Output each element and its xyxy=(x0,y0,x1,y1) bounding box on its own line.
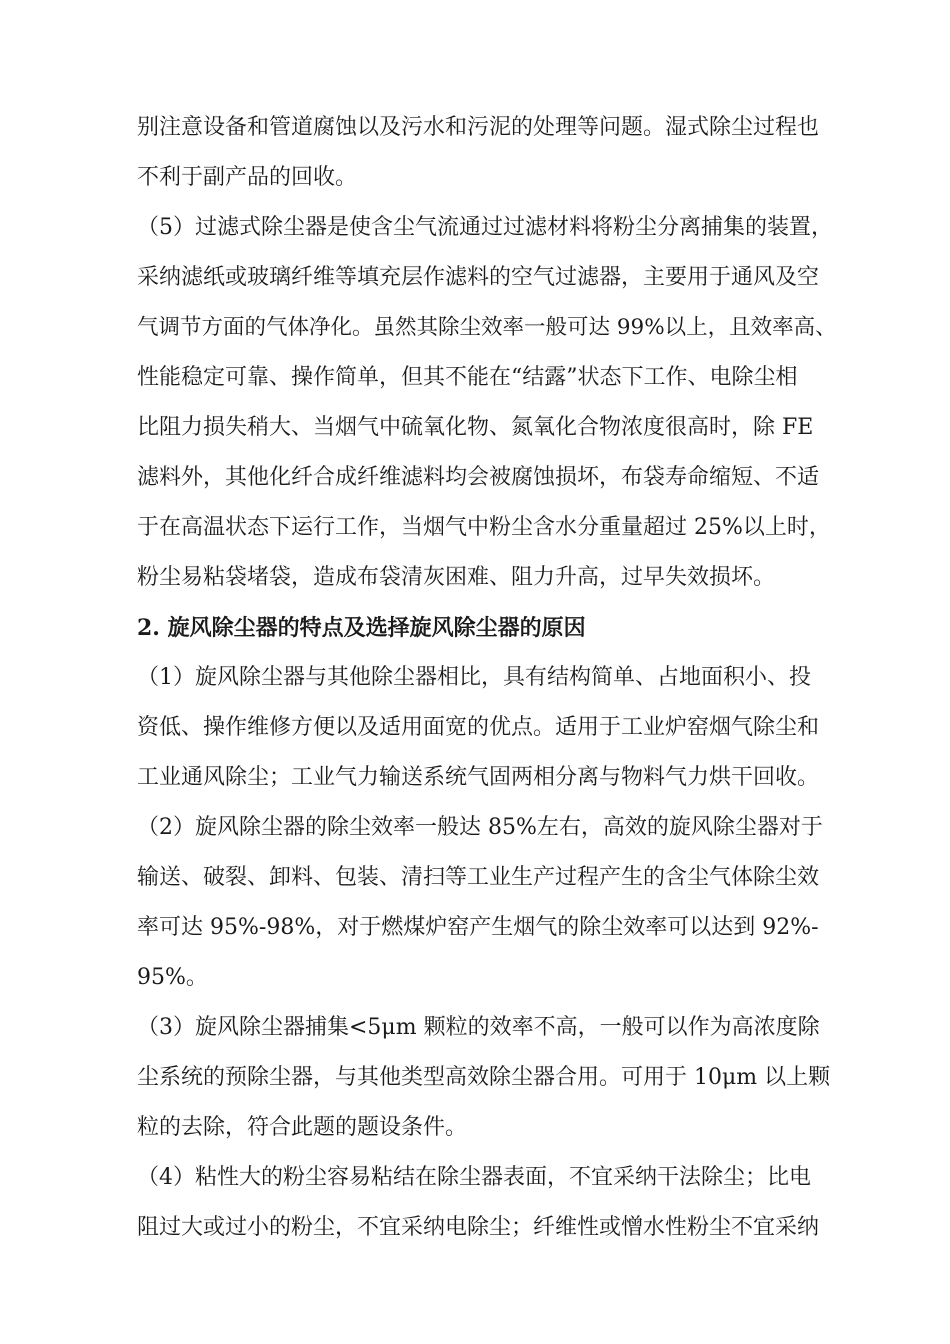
text-line: 于在高温状态下运行工作，当烟气中粉尘含水分重量超过 25%以上时， xyxy=(137,515,831,540)
text-line: 输送、破裂、卸料、包装、清扫等工业生产过程产生的含尘气体除尘效 xyxy=(137,865,820,890)
text-line: 采纳滤纸或玻璃纤维等填充层作滤料的空气过滤器，主要用于通风及空 xyxy=(137,265,820,290)
text-line: 别注意设备和管道腐蚀以及污水和污泥的处理等问题。湿式除尘过程也 xyxy=(137,115,820,140)
text-line: （1）旋风除尘器与其他除尘器相比，具有结构简单、占地面积小、投 xyxy=(137,665,811,690)
text-line: 滤料外，其他化纤合成纤维滤料均会被腐蚀损坏，布袋寿命缩短、不适 xyxy=(137,465,820,490)
text-line: （4）粘性大的粉尘容易粘结在除尘器表面，不宜采纳干法除尘；比电 xyxy=(137,1165,811,1190)
text-line: 工业通风除尘；工业气力输送系统气固两相分离与物料气力烘干回收。 xyxy=(137,765,820,790)
text-line: （5）过滤式除尘器是使含尘气流通过过滤材料将粉尘分离捕集的装置， xyxy=(137,215,833,240)
text-line: 阻过大或过小的粉尘，不宜采纳电除尘；纤维性或憎水性粉尘不宜采纳 xyxy=(137,1215,820,1240)
text-line: 95%。 xyxy=(137,965,208,990)
text-line: 粉尘易粘袋堵袋，造成布袋清灰困难、阻力升高，过早失效损坏。 xyxy=(137,565,776,590)
text-line: 不利于副产品的回收。 xyxy=(137,165,358,190)
text-line: （2）旋风除尘器的除尘效率一般达 85%左右，高效的旋风除尘器对于 xyxy=(137,815,823,840)
text-line: 粒的去除，符合此题的题设条件。 xyxy=(137,1115,468,1140)
text-line: 率可达 95%-98%，对于燃煤炉窑产生烟气的除尘效率可以达到 92%- xyxy=(137,915,819,940)
text-line: 气调节方面的气体净化。虽然其除尘效率一般可达 99%以上，且效率高、 xyxy=(137,315,837,340)
text-line: 比阻力损失稍大、当烟气中硫氧化物、氮氧化合物浓度很高时，除 FE xyxy=(137,415,814,440)
text-line: （3）旋风除尘器捕集<5μm 颗粒的效率不高，一般可以作为高浓度除 xyxy=(137,1015,820,1040)
text-line: 尘系统的预除尘器，与其他类型高效除尘器合用。可用于 10μm 以上颗 xyxy=(137,1065,831,1090)
section-heading: 2. 旋风除尘器的特点及选择旋风除尘器的原因 xyxy=(137,615,586,641)
text-line: 资低、操作维修方便以及适用面宽的优点。适用于工业炉窑烟气除尘和 xyxy=(137,715,820,740)
text-line: 性能稳定可靠、操作简单，但其不能在“结露”状态下工作、电除尘相 xyxy=(137,365,798,390)
